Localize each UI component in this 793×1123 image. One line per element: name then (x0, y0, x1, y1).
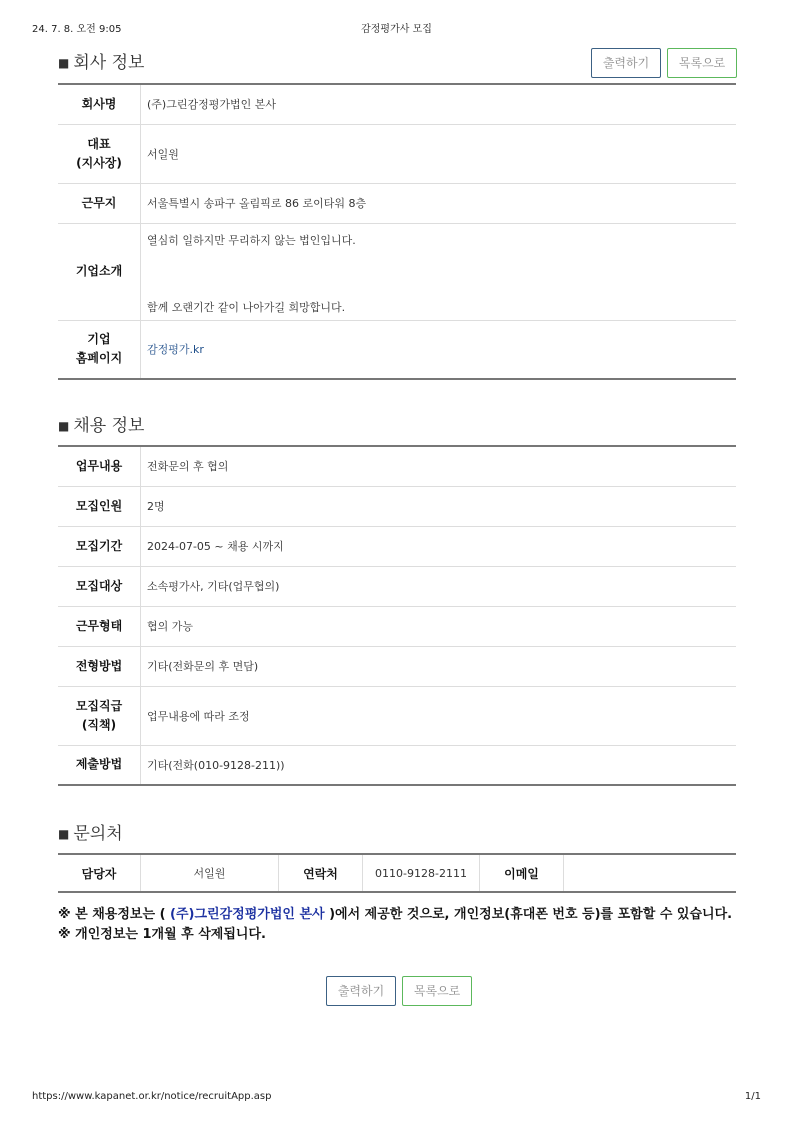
print-button[interactable]: 출력하기 (591, 48, 661, 78)
square-bullet-icon: ■ (58, 827, 70, 841)
location-value: 서울특별시 송파구 올림픽로 86 로이타워 8층 (141, 183, 737, 223)
company-section-heading: ■ 회사 정보 (58, 53, 145, 73)
privacy-notice (58, 905, 738, 945)
manager-label: 담당자 (58, 854, 141, 892)
selection-label: 전형방법 (58, 646, 141, 686)
submission-label: 제출방법 (58, 745, 141, 785)
contact-section-heading: ■ 문의처 (58, 824, 123, 844)
table-row (58, 854, 736, 892)
bottom-actions (326, 976, 472, 1006)
period-value: 2024-07-05 ~ 채용 시까지 (141, 526, 737, 566)
work-type-label: 근무형태 (58, 606, 141, 646)
ceo-label: 대표 (지사장) (58, 124, 141, 183)
email-value (564, 854, 737, 892)
selection-value: 기타(전화문의 후 면담) (141, 646, 737, 686)
table-row (58, 606, 736, 646)
ceo-value: 서일원 (141, 124, 737, 183)
intro-line: 함께 오랜기간 같이 나아가길 희망합니다. (147, 300, 346, 314)
homepage-value (141, 320, 737, 379)
square-bullet-icon: ■ (58, 56, 70, 70)
table-row (58, 646, 736, 686)
work-content-value: 전화문의 후 협의 (141, 446, 737, 486)
notice-line: ※ 개인정보는 1개월 후 삭제됩니다. (58, 927, 266, 942)
table-row (58, 686, 736, 745)
headcount-label: 모집인원 (58, 486, 141, 526)
intro-line: 열심히 일하지만 무리하지 않는 법인입니다. (147, 233, 356, 247)
recruit-section-heading: ■ 채용 정보 (58, 416, 145, 436)
email-label: 이메일 (480, 854, 564, 892)
location-label: 근무지 (58, 183, 141, 223)
table-row (58, 320, 736, 379)
target-value: 소속평가사, 기타(업무협의) (141, 566, 737, 606)
headcount-value: 2명 (141, 486, 737, 526)
contact-table (58, 853, 736, 893)
company-name-value: (주)그린감정평가법인 본사 (141, 84, 737, 124)
table-row (58, 124, 736, 183)
target-label: 모집대상 (58, 566, 141, 606)
square-bullet-icon: ■ (58, 419, 70, 433)
phone-label: 연락처 (279, 854, 363, 892)
table-row (58, 745, 736, 785)
homepage-label: 기업 홈페이지 (58, 320, 141, 379)
submission-value: 기타(전화(010-9128-211)) (147, 758, 285, 772)
manager-value: 서일원 (141, 854, 279, 892)
print-page-number: 1/1 (744, 1091, 761, 1102)
print-header (32, 20, 761, 36)
notice-line: ※ 본 채용정보는 ( (주)그린감정평가법인 본사 )에서 제공한 것으로, 개인정보(휴대폰 번호 등)를 포함할 수 있습니다. (58, 907, 733, 922)
intro-value (141, 223, 737, 320)
list-button[interactable]: 목록으로 (402, 976, 472, 1006)
position-value: 업무내용에 따라 조정 (141, 686, 737, 745)
print-date: 24. 7. 8. 오전 9:05 (32, 24, 122, 35)
table-row (58, 84, 736, 124)
table-row (58, 566, 736, 606)
print-button[interactable]: 출력하기 (326, 976, 396, 1006)
top-actions (591, 48, 737, 78)
notice-company-name: (주)그린감정평가법인 본사 (170, 907, 325, 922)
list-button[interactable]: 목록으로 (667, 48, 737, 78)
homepage-link[interactable]: 감정평가.kr (147, 343, 204, 357)
print-title: 감정평가사 모집 (361, 24, 432, 35)
work-content-label: 업무내용 (58, 446, 141, 486)
table-row (58, 446, 736, 486)
table-row (58, 526, 736, 566)
company-name-label: 회사명 (58, 84, 141, 124)
company-info-table (58, 83, 736, 380)
table-row (58, 223, 736, 320)
recruit-info-table (58, 445, 736, 786)
position-label: 모집직급 (직책) (58, 686, 141, 745)
period-label: 모집기간 (58, 526, 141, 566)
table-row (58, 183, 736, 223)
print-url: https://www.kapanet.or.kr/notice/recruitApp.asp (32, 1091, 272, 1102)
intro-label: 기업소개 (58, 223, 141, 320)
work-type-value: 협의 가능 (141, 606, 737, 646)
print-footer (32, 1091, 761, 1107)
phone-value: 0110-9128-2111 (363, 854, 480, 892)
table-row (58, 486, 736, 526)
